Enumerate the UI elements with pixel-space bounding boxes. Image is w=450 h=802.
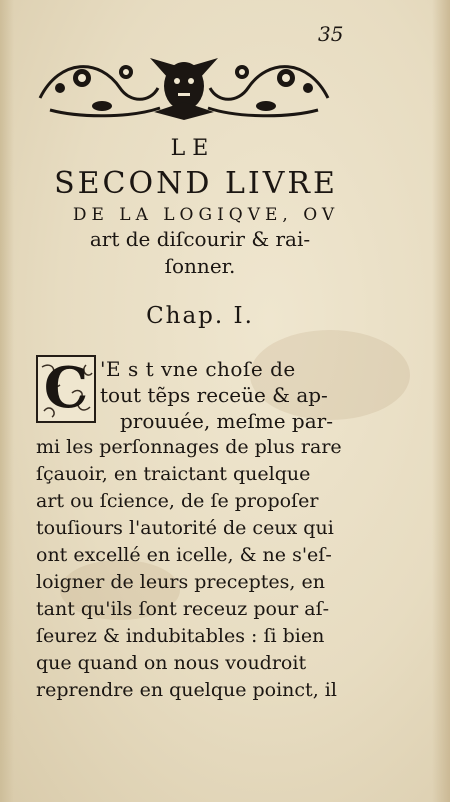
initial-letter: C [43,355,89,421]
body-line: ont excellé en icelle, & ne s'eſ- [36,544,332,566]
body-line: loigner de leurs preceptes, en [36,571,325,593]
body-line: que quand on nous voudroit [36,652,307,674]
body-line: tout tẽps receüe & ap- [100,383,328,407]
subtitle-line-1: art de diſcourir & rai- [89,227,311,251]
chapter-heading: Chap. I. [146,303,254,329]
body-line: 'E s t vne choſe de [100,357,296,381]
subtitle-line-2: ſonner. [164,254,236,278]
heading-le: LE [170,136,216,161]
page-number: 35 [318,22,344,46]
body-line: art ou ſcience, de ſe propoſer [36,490,319,512]
body-line: tant qu'ils ſont receuz pour aſ- [36,598,330,620]
body-line: touſiours l'autorité de ceux qui [36,517,334,539]
body-line: reprendre en quelque poinct, il [36,679,337,701]
book-title: SECOND LIVRE [54,166,338,201]
decorated-initial-icon [36,355,96,423]
page-left-shadow [0,0,14,802]
body-line: ſçauoir, en traictant quelque [36,463,311,485]
body-line: prouuée, meſme par- [120,409,333,433]
body-line: ſeurez & indubitables : ſi bien [36,625,325,647]
page-right-shadow [432,0,450,802]
body-line: mi les perſonnages de plus rare [36,436,342,458]
floral-headpiece-icon [30,48,338,122]
book-subtitle: DE LA LOGIQVE, OV [72,205,340,225]
